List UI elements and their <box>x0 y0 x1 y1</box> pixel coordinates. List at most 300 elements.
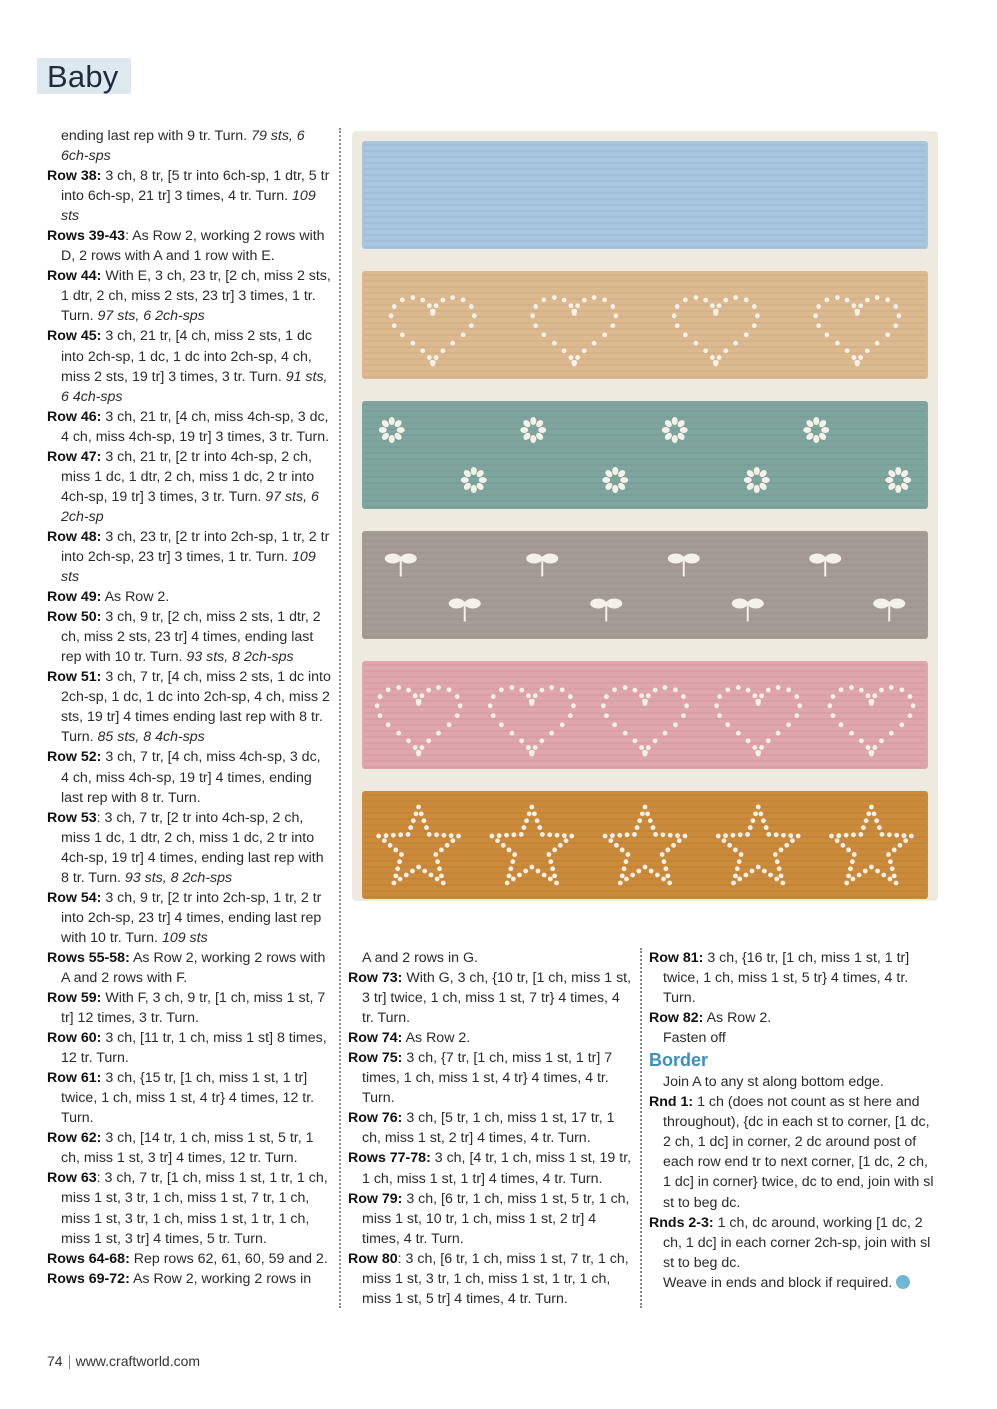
eyelet-hole <box>813 313 818 318</box>
row-label: Row 73: <box>348 970 403 987</box>
eyelet-hole <box>839 687 844 692</box>
pattern-column-3 <box>649 948 939 1293</box>
pattern-row <box>47 747 332 807</box>
eyelet-hole <box>723 833 728 838</box>
eyelet-hole <box>571 703 576 708</box>
eyelet-hole <box>794 694 799 699</box>
eyelet-hole <box>736 731 741 736</box>
eyelet-hole <box>406 688 411 693</box>
eyelet-hole <box>617 833 622 838</box>
row-text: 3 ch, 7 tr, [4 ch, miss 4ch-sp, 3 dc, 4 ch, miss 4ch-sp, 19 tr] 4 times, ending last rep with 8 tr. Turn. <box>61 749 321 806</box>
eyelet-hole <box>872 745 877 750</box>
eyelet-hole <box>748 825 753 830</box>
eyelet-hole <box>554 881 559 886</box>
eyelet-hole <box>849 685 854 690</box>
eyelet-hole <box>874 818 879 823</box>
row-text: 3 ch, 8 tr, [5 tr into 6ch-sp, 1 dtr, 5 tr into 6ch-sp, 21 tr] 3 times, 4 tr. Turn. <box>61 168 330 205</box>
eyelet-hole <box>392 881 397 886</box>
eyelet-hole <box>552 873 557 878</box>
eyelet-hole <box>875 341 880 346</box>
eyelet-hole <box>433 852 438 857</box>
eyelet-hole <box>469 304 474 309</box>
eyelet-hole <box>450 838 455 843</box>
pattern-row <box>47 988 332 1028</box>
eyelet-hole <box>661 832 666 837</box>
eyelet-hole <box>665 873 670 878</box>
eyelet-hole <box>469 323 474 328</box>
eyelet-hole <box>426 738 431 743</box>
eyelet-hole <box>639 745 644 750</box>
row-text: Weave in ends and block if required. <box>663 1274 893 1291</box>
eyelet-hole <box>568 713 573 718</box>
column-divider <box>640 948 642 1308</box>
eyelet-hole <box>568 303 573 308</box>
eyelet-hole <box>851 303 856 308</box>
eyelet-hole <box>755 750 760 755</box>
eyelet-hole <box>735 866 740 871</box>
eyelet-hole <box>755 699 760 704</box>
eyelet-hole <box>575 303 580 308</box>
eyelet-hole <box>863 869 868 874</box>
pattern-column-2 <box>348 948 634 1309</box>
pattern-row <box>47 166 332 226</box>
pattern-row <box>47 667 332 747</box>
eyelet-hole <box>723 348 728 353</box>
eyelet-hole <box>854 309 859 314</box>
eyelet-hole <box>397 859 402 864</box>
row-text: 3 ch, 21 tr, [4 ch, miss 4ch-sp, 3 dc, 4 ch, miss 4ch-sp, 19 tr] 3 times, 3 tr. Turn. <box>61 408 330 445</box>
eyelet-hole <box>624 877 629 882</box>
eyelet-hole <box>643 805 648 810</box>
eyelet-hole <box>643 865 648 870</box>
eyelet-hole <box>511 832 516 837</box>
eyelet-hole <box>630 873 635 878</box>
eyelet-hole <box>779 873 784 878</box>
eyelet-hole <box>439 873 444 878</box>
eyelet-hole <box>445 843 450 848</box>
row-text: As Row 2. <box>703 1010 772 1027</box>
eyelet-hole <box>624 859 629 864</box>
row-label: Row 46: <box>47 408 102 425</box>
dragonfly-wing <box>385 554 401 564</box>
eyelet-hole <box>511 877 516 882</box>
eyelet-hole <box>671 843 676 848</box>
eyelet-hole <box>751 818 756 823</box>
eyelet-hole <box>427 355 432 360</box>
eyelet-hole <box>640 811 645 816</box>
pattern-row <box>47 447 332 527</box>
eyelet-hole <box>829 834 834 839</box>
eyelet-hole <box>535 818 540 823</box>
eyelet-hole <box>501 843 506 848</box>
eyelet-hole <box>560 722 565 727</box>
flower-petal <box>379 427 387 433</box>
eyelet-hole <box>392 304 397 309</box>
section-tag <box>37 58 131 94</box>
eyelet-hole <box>642 699 647 704</box>
eyelet-hole <box>780 881 785 886</box>
row-label: Rows 39-43 <box>47 228 126 245</box>
eyelet-hole <box>623 731 628 736</box>
eyelet-hole <box>456 834 461 839</box>
row-text: 3 ch, 21 tr, [2 tr into 4ch-sp, 2 ch, miss 1 dc, 1 dtr, 2 ch, miss 1 dc, 2 tr into 4ch-sp, 19 tr] 3 times, 3 tr. Turn. <box>61 448 315 505</box>
eyelet-hole <box>532 811 537 816</box>
eyelet-hole <box>625 852 630 857</box>
row-text: 1 ch (does not count as st here and throughout), {dc in each st to corner, [1 dc, 2 ch, 1 dc] in corner, 2 dc around post of each row end tr to next corner, [1 dc, 2 ch, 1 dc] in corner} twice, dc to end, join with sl st to beg dc. <box>663 1094 934 1211</box>
flower-petal <box>612 467 618 475</box>
eyelet-hole <box>416 750 421 755</box>
eyelet-hole <box>768 873 773 878</box>
row-label: Row 50: <box>47 609 102 626</box>
pattern-row <box>47 1028 332 1068</box>
row-label: Row 59: <box>47 990 102 1007</box>
eyelet-hole <box>722 838 727 843</box>
eyelet-hole <box>404 873 409 878</box>
eyelet-hole <box>872 811 877 816</box>
row-text: With F, 3 ch, 9 tr, [1 ch, miss 1 st, 7 tr] 12 times, 3 tr. Turn. <box>61 990 326 1027</box>
eyelet-hole <box>745 832 750 837</box>
eyelet-hole <box>784 843 789 848</box>
eyelet-hole <box>713 360 718 365</box>
eyelet-hole <box>562 833 567 838</box>
flower-petal <box>479 477 487 483</box>
eyelet-hole <box>386 722 391 727</box>
eyelet-hole <box>673 722 678 727</box>
eyelet-hole <box>540 832 545 837</box>
eyelet-hole <box>790 838 795 843</box>
eyelet-hole <box>681 713 686 718</box>
eyelet-hole <box>461 297 466 302</box>
eyelet-hole <box>491 713 496 718</box>
eyelet-hole <box>758 811 763 816</box>
eyelet-hole <box>526 693 531 698</box>
eyelet-hole <box>887 832 892 837</box>
eyelet-hole <box>472 313 477 318</box>
eyelet-hole <box>560 687 565 692</box>
eyelet-hole <box>512 852 517 857</box>
eyelet-hole <box>499 687 504 692</box>
pattern-row <box>47 126 332 166</box>
eyelet-hole <box>400 297 405 302</box>
eyelet-hole <box>434 303 439 308</box>
yarn-ball-icon <box>896 1275 910 1289</box>
eyelet-hole <box>510 859 515 864</box>
eyelet-hole <box>743 873 748 878</box>
eyelet-hole <box>759 693 764 698</box>
eyelet-hole <box>406 738 411 743</box>
eyelet-hole <box>424 825 429 830</box>
eyelet-hole <box>568 694 573 699</box>
eyelet-hole <box>716 834 721 839</box>
eyelet-hole <box>662 859 667 864</box>
pattern-row <box>348 1108 634 1148</box>
eyelet-hole <box>886 852 891 857</box>
eyelet-hole <box>779 848 784 853</box>
eyelet-hole <box>529 750 534 755</box>
eyelet-hole <box>455 694 460 699</box>
eyelet-hole <box>845 348 850 353</box>
eyelet-hole <box>683 297 688 302</box>
row-text: With G, 3 ch, {10 tr, [1 ch, miss 1 st, 3 tr] twice, 1 ch, miss 1 st, 7 tr} 4 times, 4 tr. Turn. <box>362 970 632 1027</box>
eyelet-hole <box>903 838 908 843</box>
eyelet-hole <box>601 703 606 708</box>
eyelet-hole <box>717 303 722 308</box>
flower-petal <box>680 427 688 433</box>
flower-petal <box>520 427 528 433</box>
eyelet-hole <box>881 873 886 878</box>
eyelet-hole <box>908 713 913 718</box>
row-text: With E, 3 ch, 23 tr, [2 ch, miss 2 sts, 1 dtr, 2 ch, miss 2 sts, 23 tr] 3 times, 1 tr. Turn. <box>61 268 331 325</box>
eyelet-hole <box>889 685 894 690</box>
eyelet-hole <box>865 298 870 303</box>
eyelet-hole <box>898 843 903 848</box>
pattern-row <box>649 1072 939 1092</box>
eyelet-hole <box>622 866 627 871</box>
flower-petal <box>672 417 678 425</box>
eyelet-hole <box>645 811 650 816</box>
eyelet-hole <box>398 832 403 837</box>
pattern-row <box>47 1249 332 1269</box>
row-text: 3 ch, [6 tr, 1 ch, miss 1 st, 5 tr, 1 ch, miss 1 st, 10 tr, 1 ch, miss 1 st, 2 tr] 4 times, 4 tr. Turn. <box>362 1190 630 1247</box>
eyelet-hole <box>529 805 534 810</box>
eyelet-hole <box>835 295 840 300</box>
stitch-count: 79 sts, 6 6ch-sps <box>61 128 305 165</box>
eyelet-hole <box>736 685 741 690</box>
eyelet-hole <box>733 848 738 853</box>
eyelet-hole <box>612 687 617 692</box>
eyelet-hole <box>529 699 534 704</box>
dragonfly-wing <box>449 599 465 609</box>
row-label: Row 60: <box>47 1030 102 1047</box>
pattern-row <box>649 948 939 1008</box>
eyelet-hole <box>410 869 415 874</box>
eyelet-hole <box>774 877 779 882</box>
eyelet-hole <box>885 332 890 337</box>
eyelet-hole <box>495 838 500 843</box>
flower-petal <box>602 477 610 483</box>
row-label: Row 79: <box>348 1190 403 1207</box>
flower-petal <box>754 467 760 475</box>
page-number: 74 <box>47 1353 63 1369</box>
eyelet-hole <box>655 873 660 878</box>
row-text: 3 ch, [4 tr, 1 ch, miss 1 st, 19 tr, 1 ch, miss 1 st, 1 tr] 4 times, 4 tr. Turn. <box>362 1150 632 1187</box>
stitch-count: 93 sts, 8 2ch-sps <box>124 869 233 886</box>
blanket-photo <box>348 127 942 907</box>
row-label: Row 74: <box>348 1030 403 1047</box>
eyelet-hole <box>890 866 895 871</box>
row-text: 3 ch, {7 tr, [1 ch, miss 1 st, 1 tr] 7 times, 1 ch, miss 1 st, 4 tr} 4 times, 4 tr. Turn. <box>362 1050 613 1107</box>
pattern-row <box>348 1189 634 1249</box>
eyelet-hole <box>668 833 673 838</box>
eyelet-hole <box>902 833 907 838</box>
eyelet-hole <box>869 699 874 704</box>
eyelet-hole <box>766 688 771 693</box>
eyelet-hole <box>575 355 580 360</box>
eyelet-hole <box>420 348 425 353</box>
row-text: As Row 2. <box>101 589 170 606</box>
eyelet-hole <box>439 848 444 853</box>
eyelet-hole <box>523 869 528 874</box>
eyelet-hole <box>872 693 877 698</box>
eyelet-hole <box>852 852 857 857</box>
eyelet-hole <box>776 685 781 690</box>
dragonfly-wing <box>526 554 542 564</box>
row-text: As Row 2, working 2 rows with A and 2 rows with F. <box>61 949 326 986</box>
eyelet-hole <box>661 877 666 882</box>
eyelet-hole <box>672 313 677 318</box>
eyelet-hole <box>896 313 901 318</box>
eyelet-hole <box>746 688 751 693</box>
eyelet-hole <box>850 877 855 882</box>
eyelet-hole <box>396 685 401 690</box>
eyelet-hole <box>693 341 698 346</box>
eyelet-hole <box>592 295 597 300</box>
eyelet-hole <box>552 848 557 853</box>
eyelet-hole <box>646 745 651 750</box>
eyelet-hole <box>507 848 512 853</box>
row-label: Row 76: <box>348 1110 403 1127</box>
eyelet-hole <box>854 360 859 365</box>
row-text: 3 ch, [11 tr, 1 ch, miss 1 st] 8 times, 12 tr. Turn. <box>61 1030 327 1067</box>
eyelet-hole <box>714 703 719 708</box>
eyelet-hole <box>684 703 689 708</box>
row-label: Rows 55-58: <box>47 949 130 966</box>
eyelet-hole <box>677 838 682 843</box>
eyelet-hole <box>683 332 688 337</box>
row-text: A and 2 rows in G. <box>362 950 478 966</box>
stitch-count: 109 sts <box>61 188 316 225</box>
eyelet-hole <box>519 688 524 693</box>
eyelet-hole <box>612 722 617 727</box>
eyelet-hole <box>542 873 547 878</box>
eyelet-hole <box>717 694 722 699</box>
row-label: Row 75: <box>348 1050 403 1067</box>
eyelet-hole <box>859 688 864 693</box>
eyelet-hole <box>894 881 899 886</box>
row-text: 3 ch, 9 tr, [2 ch, miss 2 sts, 1 dtr, 2 ch, miss 2 sts, 23 tr] 4 times, ending last rep with 10 tr. Turn. <box>61 609 321 666</box>
eyelet-hole <box>447 722 452 727</box>
eyelet-hole <box>396 731 401 736</box>
row-label: Rows 64-68: <box>47 1250 130 1267</box>
row-label: Rnds 2-3: <box>649 1214 714 1231</box>
stitch-count: 109 sts <box>61 548 316 586</box>
eyelet-hole <box>637 818 642 823</box>
eyelet-hole <box>603 834 608 839</box>
pattern-row <box>47 266 332 326</box>
eyelet-hole <box>547 852 552 857</box>
eyelet-hole <box>908 694 913 699</box>
dragonfly-wing <box>606 599 622 609</box>
eyelet-hole <box>733 873 738 878</box>
row-label: Rows 77-78: <box>348 1150 431 1167</box>
dragonfly-wing <box>684 554 700 564</box>
dragonfly-wing <box>401 554 417 564</box>
section-title: Baby <box>47 59 119 94</box>
eyelet-hole <box>614 843 619 848</box>
row-label: Row 48: <box>47 528 102 545</box>
row-label: Row 82: <box>649 1010 704 1027</box>
eyelet-hole <box>549 685 554 690</box>
eyelet-hole <box>376 834 381 839</box>
eyelet-hole <box>660 852 665 857</box>
eyelet-hole <box>788 833 793 838</box>
row-label: Row 63 <box>47 1170 97 1187</box>
eyelet-hole <box>400 332 405 337</box>
eyelet-hole <box>888 877 893 882</box>
eyelet-hole <box>893 323 898 328</box>
eyelet-hole <box>458 703 463 708</box>
flower-petal <box>821 427 829 433</box>
eyelet-hole <box>759 745 764 750</box>
eyelet-hole <box>420 745 425 750</box>
eyelet-hole <box>725 722 730 727</box>
eyelet-hole <box>875 295 880 300</box>
eyelet-hole <box>399 852 404 857</box>
eyelet-hole <box>519 832 524 837</box>
eyelet-hole <box>737 859 742 864</box>
eyelet-hole <box>625 832 630 837</box>
eyelet-hole <box>530 313 535 318</box>
eyelet-hole <box>885 297 890 302</box>
flower-petal <box>530 417 536 425</box>
eyelet-hole <box>750 869 755 874</box>
flower-petal <box>672 435 678 443</box>
eyelet-hole <box>866 693 871 698</box>
eyelet-hole <box>653 688 658 693</box>
eyelet-hole <box>899 722 904 727</box>
eyelet-hole <box>648 818 653 823</box>
eyelet-hole <box>411 818 416 823</box>
stitch-count: 85 sts, 8 4ch-sps <box>97 729 205 746</box>
eyelet-hole <box>653 832 658 837</box>
eyelet-hole <box>845 298 850 303</box>
eyelet-hole <box>386 687 391 692</box>
eyelet-hole <box>851 832 856 837</box>
pattern-row <box>348 948 634 968</box>
eyelet-hole <box>434 832 439 837</box>
row-text: 3 ch, [5 tr, 1 ch, miss 1 st, 17 tr, 1 ch, miss 1 st, 2 tr] 4 times, 4 tr. Turn. <box>362 1110 615 1147</box>
flower-petal <box>471 485 477 493</box>
eyelet-hole <box>858 355 863 360</box>
eyelet-hole <box>859 738 864 743</box>
stitch-count: 109 sts <box>161 929 208 946</box>
eyelet-hole <box>683 834 688 839</box>
eyelet-hole <box>537 825 542 830</box>
eyelet-hole <box>524 818 529 823</box>
eyelet-hole <box>505 881 510 886</box>
eyelet-hole <box>571 360 576 365</box>
eyelet-hole <box>646 693 651 698</box>
eyelet-hole <box>389 313 394 318</box>
eyelet-hole <box>393 848 398 853</box>
pattern-row <box>47 1128 332 1168</box>
eyelet-hole <box>441 833 446 838</box>
eyelet-hole <box>602 332 607 337</box>
row-label: Row 61: <box>47 1070 102 1087</box>
row-text: Fasten off <box>663 1030 726 1047</box>
eyelet-hole <box>410 341 415 346</box>
flower-petal <box>471 467 477 475</box>
eyelet-hole <box>441 881 446 886</box>
pattern-row <box>47 607 332 667</box>
flower-petal <box>803 427 811 433</box>
eyelet-hole <box>378 694 383 699</box>
eyelet-hole <box>725 687 730 692</box>
eyelet-hole <box>796 834 801 839</box>
eyelet-hole <box>774 832 779 837</box>
eyelet-hole <box>880 832 885 837</box>
dragonfly-wing <box>873 599 889 609</box>
